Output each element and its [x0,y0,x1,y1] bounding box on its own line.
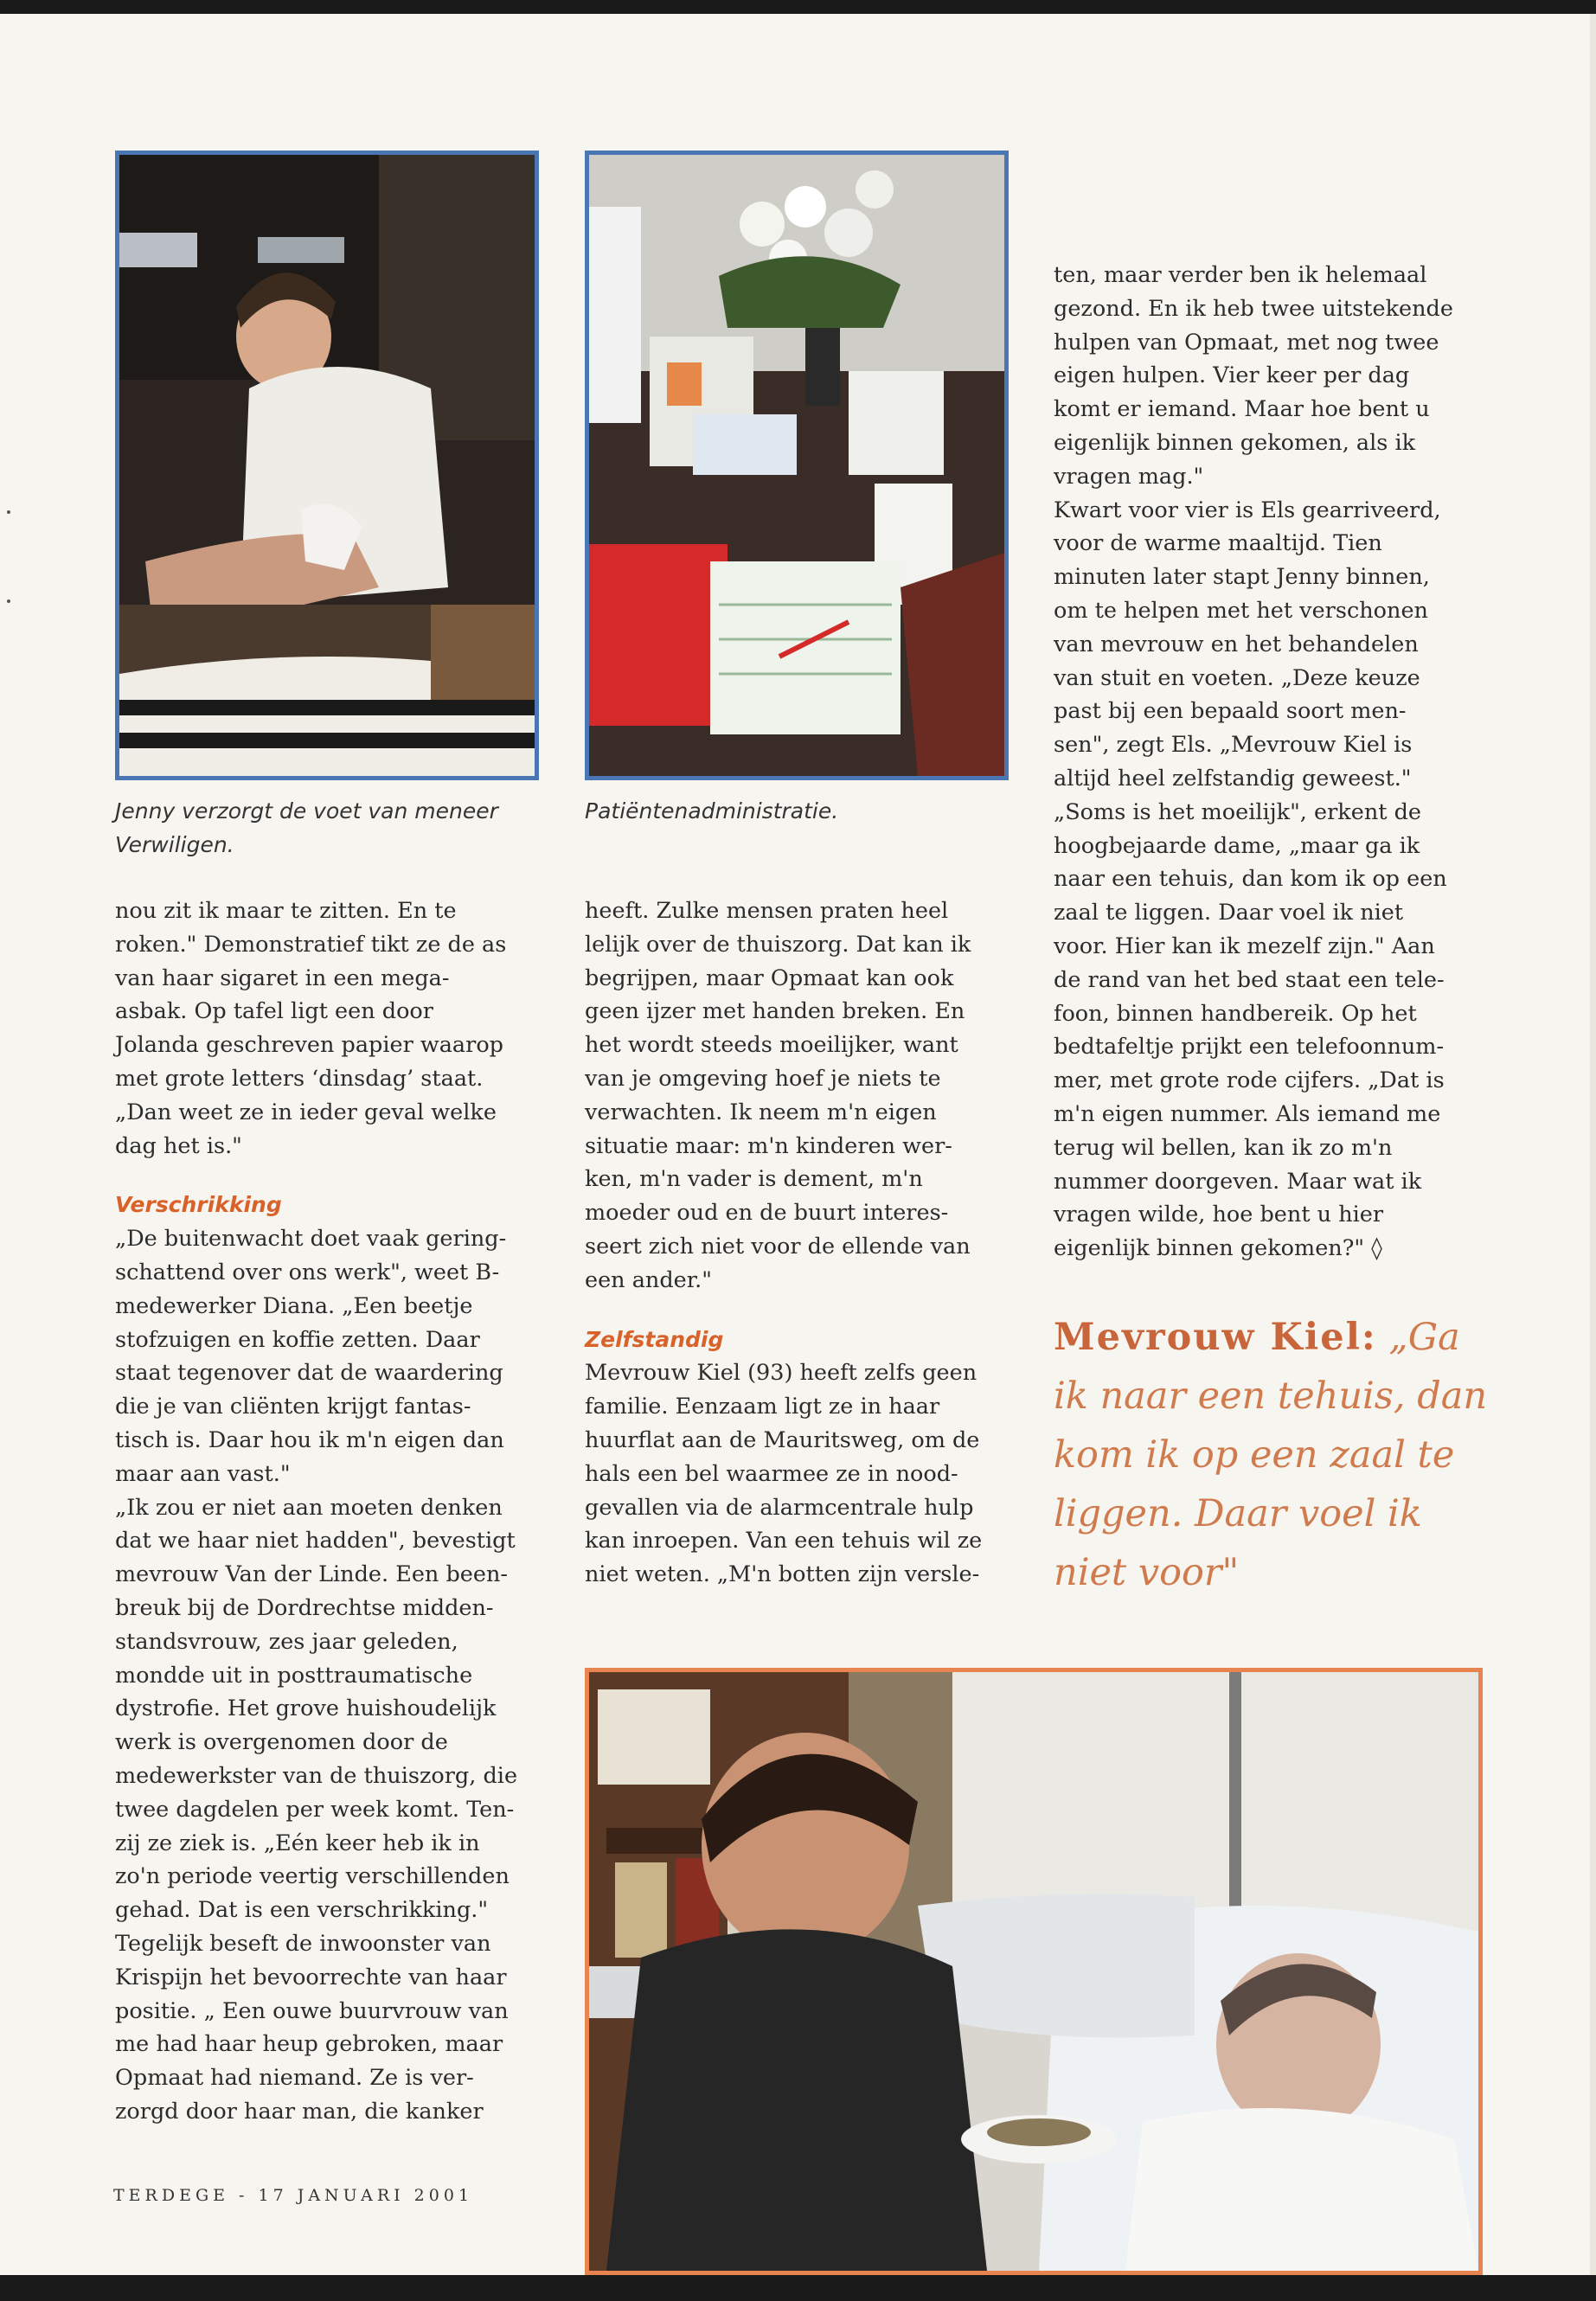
paragraph: ten, maar verder ben ik helemaal gezond. En ik heb twee uitstekende hulpen van Opmaat, met nog twee eigen hulpen. Vier keer per dag komt er iemand. Maar hoe bent u eigenlijk binnen gekomen, als ik vragen mag." Kwart voor vier is Els gearriveerd, voor de warme maaltijd. Tien minuten later stapt Jenny binnen, om te helpen met het verschonen van mevrouw en het behandelen van stuit en voeten. „Deze keuze past bij een bepaald soort men- sen", zegt Els. „Mevrouw Kiel is altijd heel zelfstandig geweest." „Soms is het moeilijk", erkent de hoogbejaarde dame, „maar ga ik naar een tehuis, dan kom ik op een zaal te liggen. Daar voel ik niet voor. Hier kan ik mezelf zijn." Aan de rand van het bed staat een tele- foon, binnen handbereik. Op het bedtafeltje prijkt een telefoonnum- mer, met grote rode cijfers. „Dat is m'n eigen nummer. Als iemand me terug wil bellen, kan ik zo m'n nummer doorgeven. Maar wat ik vragen wilde, hoe bent u hier eigenlijk binnen gekomen?" ◊ [1054,262,1453,1262]
caption-photo-foot-care: Jenny verzorgt de voet van meneer Verwiligen. [115,798,498,857]
margin-mark [7,599,10,603]
page-footer: TERDEGE - 17 JANUARI 2001 [113,2186,474,2205]
margin-mark [7,510,10,514]
photo-feeding-mevrouw-kiel [585,1668,1483,2275]
paragraph: Mevrouw Kiel (93) heeft zelfs geen familie. Eenzaam ligt ze in haar huurflat aan de Mauritsweg, om de hals een bel waarmee ze in nood- gevallen via de alarmcentrale hulp kan inroepen. Van een tehuis wil ze niet weten. „M'n botten zijn versle- [585,1360,983,1588]
top-edge-bar [0,0,1596,14]
photo-feeding-image [589,1672,1478,2271]
caption-photo-patient-admin: Patiëntenadministratie. [585,798,839,824]
article-column-1 [115,894,548,2129]
page-edge [1590,14,1596,2275]
photo-patient-admin-image [589,155,1004,776]
article-column-2 [585,894,1017,1592]
pull-quote-text: „Ga ik naar een tehuis, dan kom ik op een zaal te liggen. Daar voel ik niet voor" [1054,1316,1488,1594]
paragraph: heeft. Zulke mensen praten heel lelijk over de thuiszorg. Dat kan ik begrijpen, maar Opmaat kan ook geen ijzer met handen breken. En het wordt steeds moeilijker, want van je omgeving hoef je niets te verwachten. Ik neem m'n eigen situatie maar: m'n kinderen wer- ken, m'n vader is dement, m'n moeder oud en de buurt interes- seert zich niet voor de ellende van een ander." [585,898,971,1293]
article-column-3 [1054,259,1503,1266]
pull-quote-speaker: Mevrouw Kiel: [1054,1316,1377,1359]
subheading-verschrikking: Verschrikking [115,1192,282,1218]
bottom-edge-bar [0,2275,1596,2301]
pull-quote [1054,1308,1503,1602]
paragraph: nou zit ik maar te zitten. En te roken." Demonstratief tikt ze de as van haar sigaret in een mega- asbak. Op tafel ligt een door Jolanda geschreven papier waarop met grote letters ‘dinsdag’ staat. „Dan weet ze in ieder geval welke dag het is." [115,898,507,1159]
photo-foot-care [115,151,539,780]
photo-patient-admin [585,151,1009,780]
paragraph: „De buitenwacht doet vaak gering- schattend over ons werk", weet B- medewerker Diana. „Een beetje stofzuigen en koffie zetten. Daar staat tegenover dat de waardering die je van cliënten krijgt fantas- tisch is. Daar hou ik m'n eigen dan maar aan vast." „Ik zou er niet aan moeten denken dat we haar niet hadden", bevestigt mevrouw Van der Linde. Een been- breuk bij de Dordrechtse midden- standsvrouw, zes jaar geleden, mondde uit in posttraumatische dystrofie. Het grove huishoudelijk werk is overgenomen door de medewerkster van de thuiszorg, die twee dagdelen per week komt. Ten- zij ze ziek is. „Eén keer heb ik in zo'n periode veertig verschillenden gehad. Dat is een verschrikking." Tegelijk beseft de inwoonster van Krispijn het bevoorrechte van haar positie. „ Een ouwe buurvrouw van me had haar heup gebroken, maar Opmaat had niemand. Ze is ver- zorgd door haar man, die kanker [115,1226,518,2125]
subheading-zelfstandig: Zelfstandig [585,1326,724,1352]
photo-foot-care-image [119,155,535,776]
